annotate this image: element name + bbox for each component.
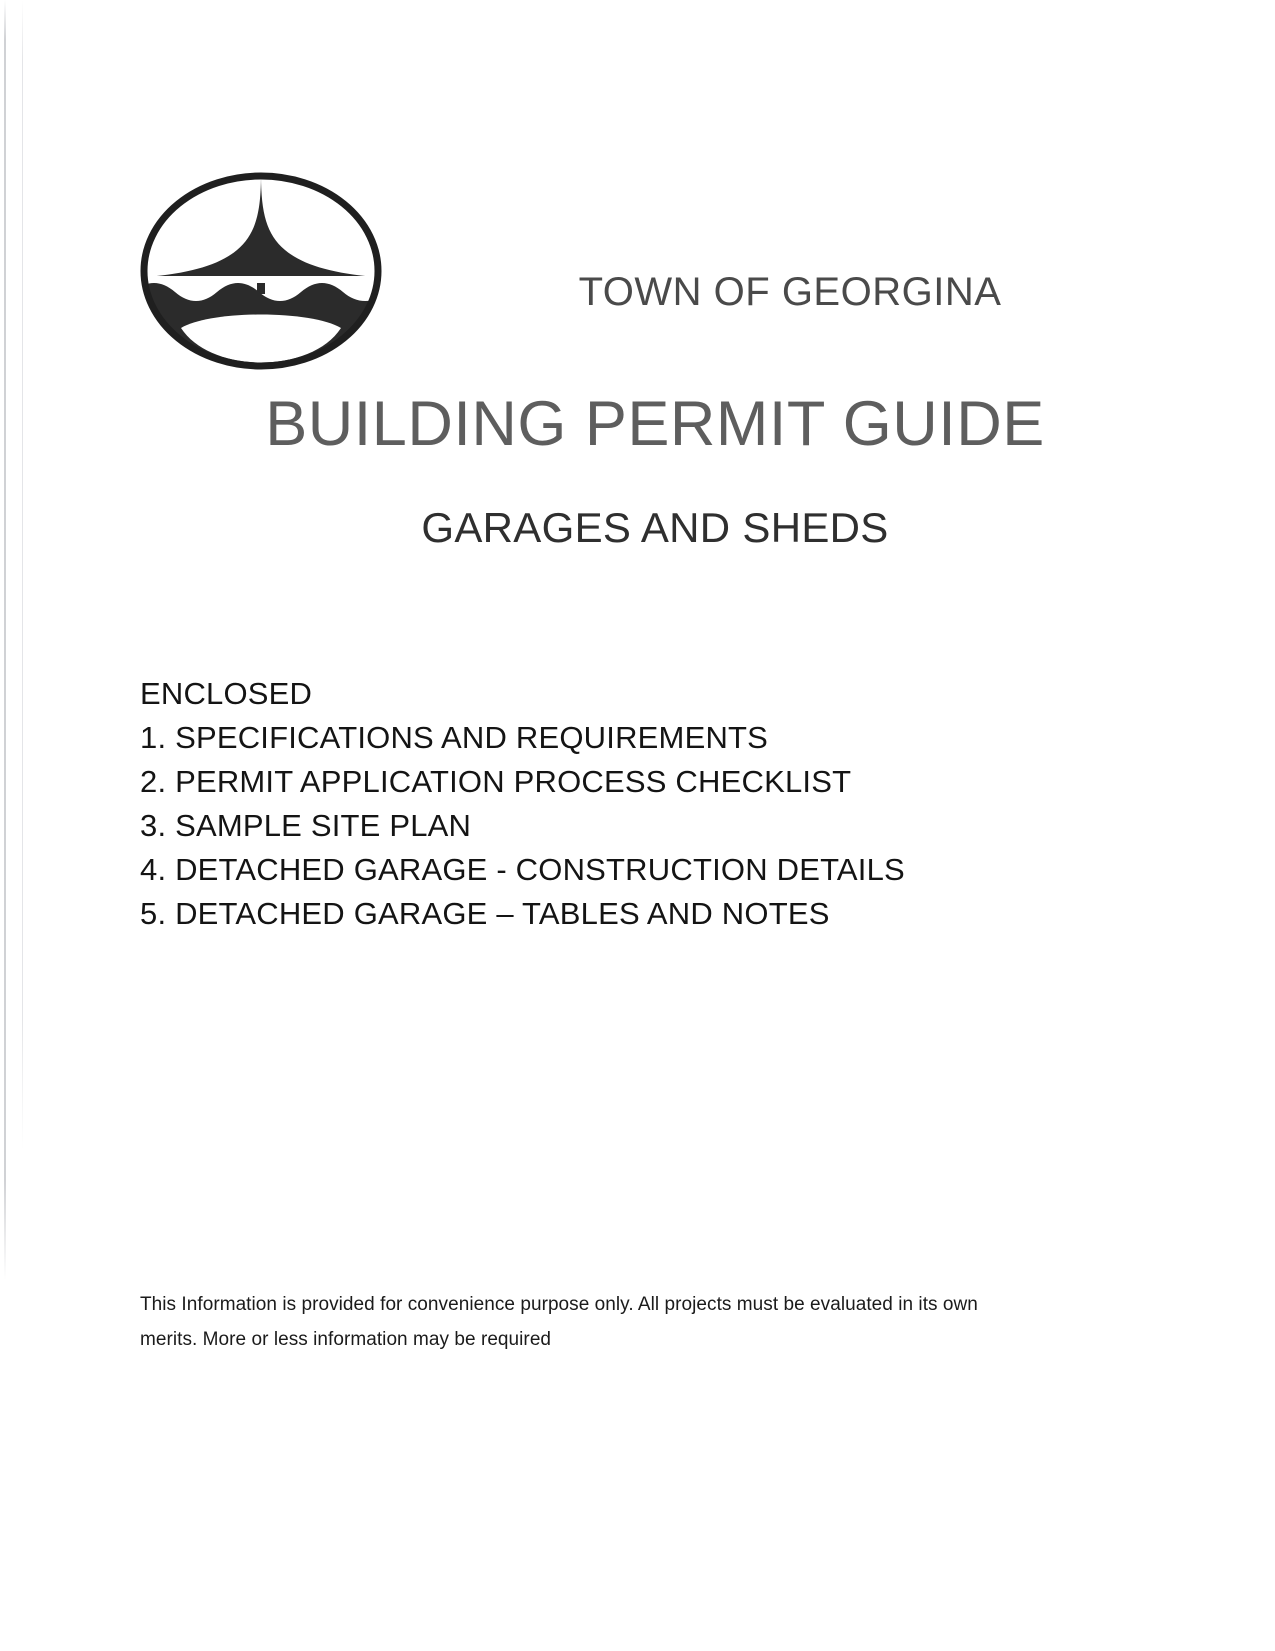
town-name: TOWN OF GEORGINA (578, 270, 1002, 314)
scan-edge-artifact (4, 0, 6, 1280)
list-item: 3. SAMPLE SITE PLAN (140, 808, 472, 843)
disclaimer-note (140, 1287, 1040, 1357)
list-item: 5. DETACHED GARAGE – TABLES AND NOTES (140, 896, 830, 931)
enclosed-list (140, 716, 1100, 936)
enclosed-section (140, 672, 1100, 936)
disclaimer-line-1: This Information is provided for convenience purpose only. All projects must be evaluated in its own (140, 1294, 978, 1315)
list-item: 1. SPECIFICATIONS AND REQUIREMENTS (140, 720, 769, 755)
disclaimer-line-2: merits. More or less information may be required (140, 1329, 552, 1350)
scan-edge-artifact-secondary (22, 0, 23, 1150)
page-subtitle: GARAGES AND SHEDS (421, 504, 889, 551)
list-item: 2. PERMIT APPLICATION PROCESS CHECKLIST (140, 764, 852, 799)
enclosed-heading: ENCLOSED (140, 676, 313, 711)
town-of-georgina-crest-icon (133, 168, 389, 374)
page-title: BUILDING PERMIT GUIDE (265, 389, 1045, 459)
list-item: 4. DETACHED GARAGE - CONSTRUCTION DETAILS (140, 852, 905, 887)
